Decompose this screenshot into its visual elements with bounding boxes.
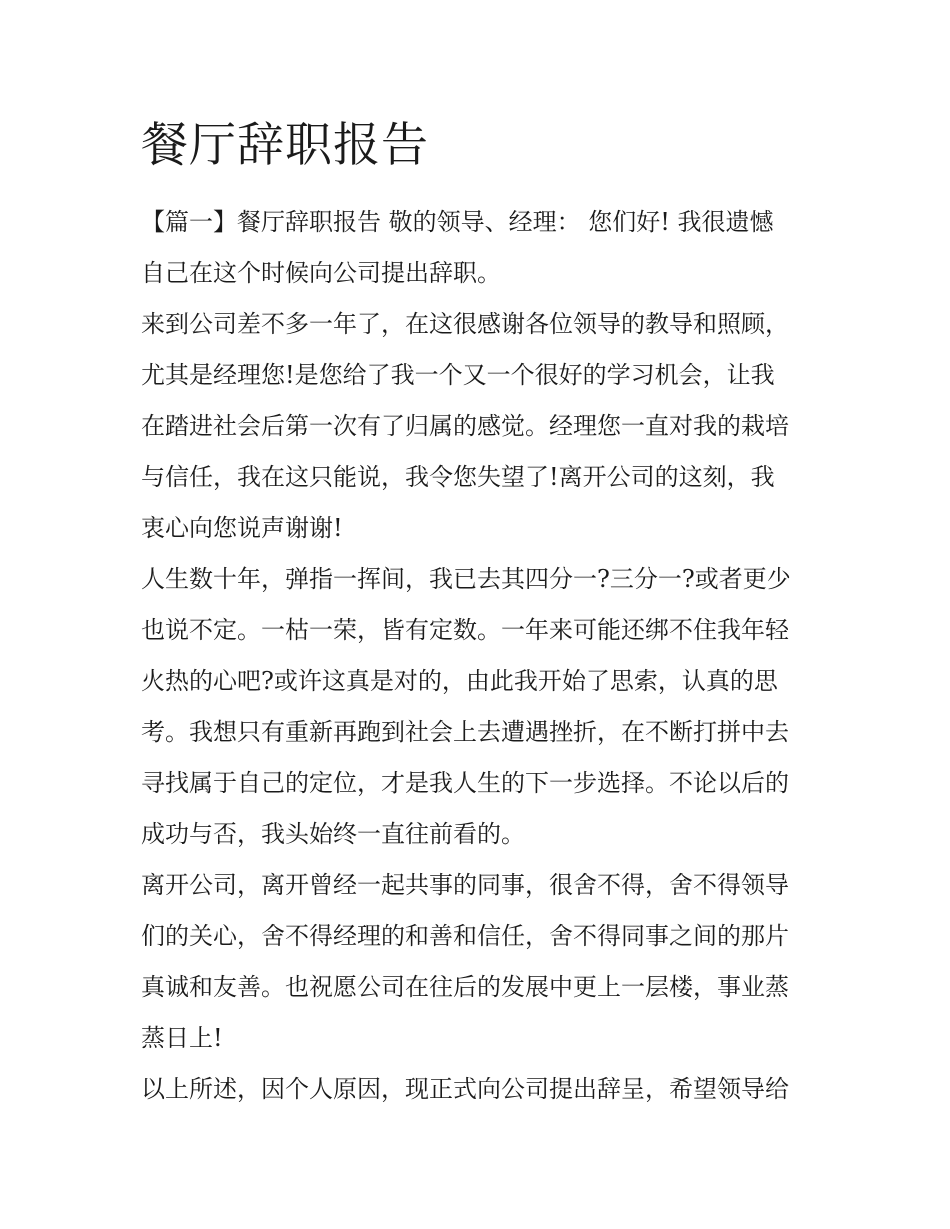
document-body: [141, 204, 821, 1122]
paragraph-line: 成功与否，我头始终一直往前看的。: [141, 820, 525, 848]
paragraph-line: 人生数十年，弹指一挥间，我已去其四分一?三分一?或者更少: [141, 565, 791, 593]
paragraph: [141, 306, 821, 561]
paragraph-line: 离开公司，离开曾经一起共事的同事，很舍不得，舍不得领导: [141, 871, 789, 899]
paragraph-line: 也说不定。一枯一荣，皆有定数。一年来可能还绑不住我年轻: [141, 616, 789, 644]
paragraph-line: 火热的心吧?或许这真是对的，由此我开始了思索，认真的思: [141, 667, 778, 695]
paragraph-line: 真诚和友善。也祝愿公司在往后的发展中更上一层楼，事业蒸: [141, 973, 789, 1001]
paragraph-line: 自己在这个时候向公司提出辞职。: [141, 259, 501, 287]
paragraph: [141, 1071, 821, 1122]
paragraph-line: 寻找属于自己的定位，才是我人生的下一步选择。不论以后的: [141, 769, 789, 797]
paragraph-line: 来到公司差不多一年了，在这很感谢各位领导的教导和照顾，: [141, 310, 789, 338]
paragraph-line: 以上所述，因个人原因，现正式向公司提出辞呈，希望领导给: [141, 1075, 789, 1103]
document-title: 餐厅辞职报告: [141, 118, 429, 173]
paragraph: [141, 561, 821, 867]
paragraph-line: 蒸日上!: [141, 1024, 223, 1052]
paragraph-line: 考。我想只有重新再跑到社会上去遭遇挫折，在不断打拼中去: [141, 718, 789, 746]
paragraph: [141, 867, 821, 1071]
paragraph-line: 衷心向您说声谢谢!: [141, 514, 343, 542]
paragraph-line: 尤其是经理您!是您给了我一个又一个很好的学习机会，让我: [141, 361, 775, 389]
paragraph-line: 【篇一】餐厅辞职报告 敬的领导、经理： 您们好! 我很遗憾: [141, 208, 774, 236]
paragraph-line: 们的关心，舍不得经理的和善和信任，舍不得同事之间的那片: [141, 922, 789, 950]
paragraph-line: 在踏进社会后第一次有了归属的感觉。经理您一直对我的栽培: [141, 412, 789, 440]
paragraph: [141, 204, 821, 306]
paragraph-line: 与信任，我在这只能说，我令您失望了!离开公司的这刻，我: [141, 463, 775, 491]
